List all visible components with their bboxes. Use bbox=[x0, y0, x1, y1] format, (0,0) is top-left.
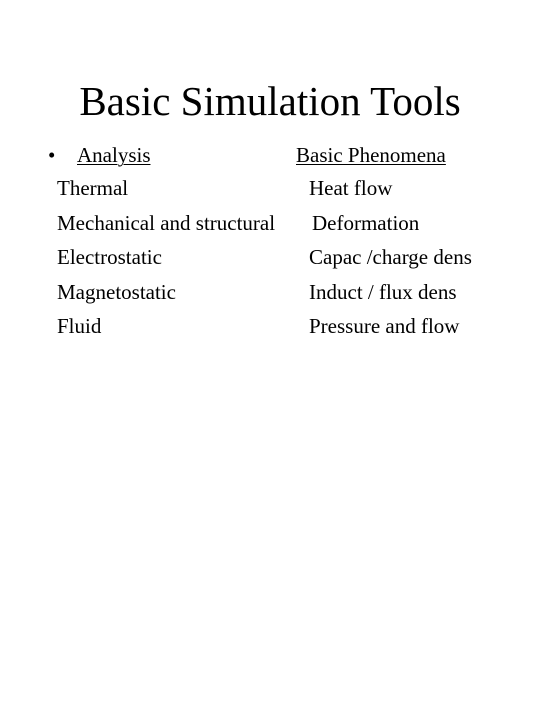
bullet-icon: • bbox=[48, 143, 56, 167]
row-analysis-mechanical: Mechanical and structural bbox=[57, 211, 276, 235]
header-analysis: Analysis bbox=[77, 143, 151, 167]
row-phenomenon-heat-flow: Heat flow bbox=[309, 176, 393, 200]
header-basic-phenomena: Basic Phenomena bbox=[296, 143, 446, 167]
row-analysis-thermal: Thermal bbox=[57, 176, 129, 200]
row-analysis-electrostatic: Electrostatic bbox=[57, 245, 162, 269]
row-phenomenon-pressure: Pressure and flow bbox=[309, 314, 460, 338]
row-analysis-fluid: Fluid bbox=[57, 314, 102, 338]
row-analysis-magnetostatic: Magnetostatic bbox=[57, 280, 176, 304]
row-phenomenon-induct: Induct / flux dens bbox=[309, 280, 457, 304]
row-phenomenon-deformation: Deformation bbox=[312, 211, 420, 235]
row-phenomenon-capac: Capac /charge dens bbox=[309, 245, 472, 269]
slide-title: Basic Simulation Tools bbox=[79, 78, 461, 124]
